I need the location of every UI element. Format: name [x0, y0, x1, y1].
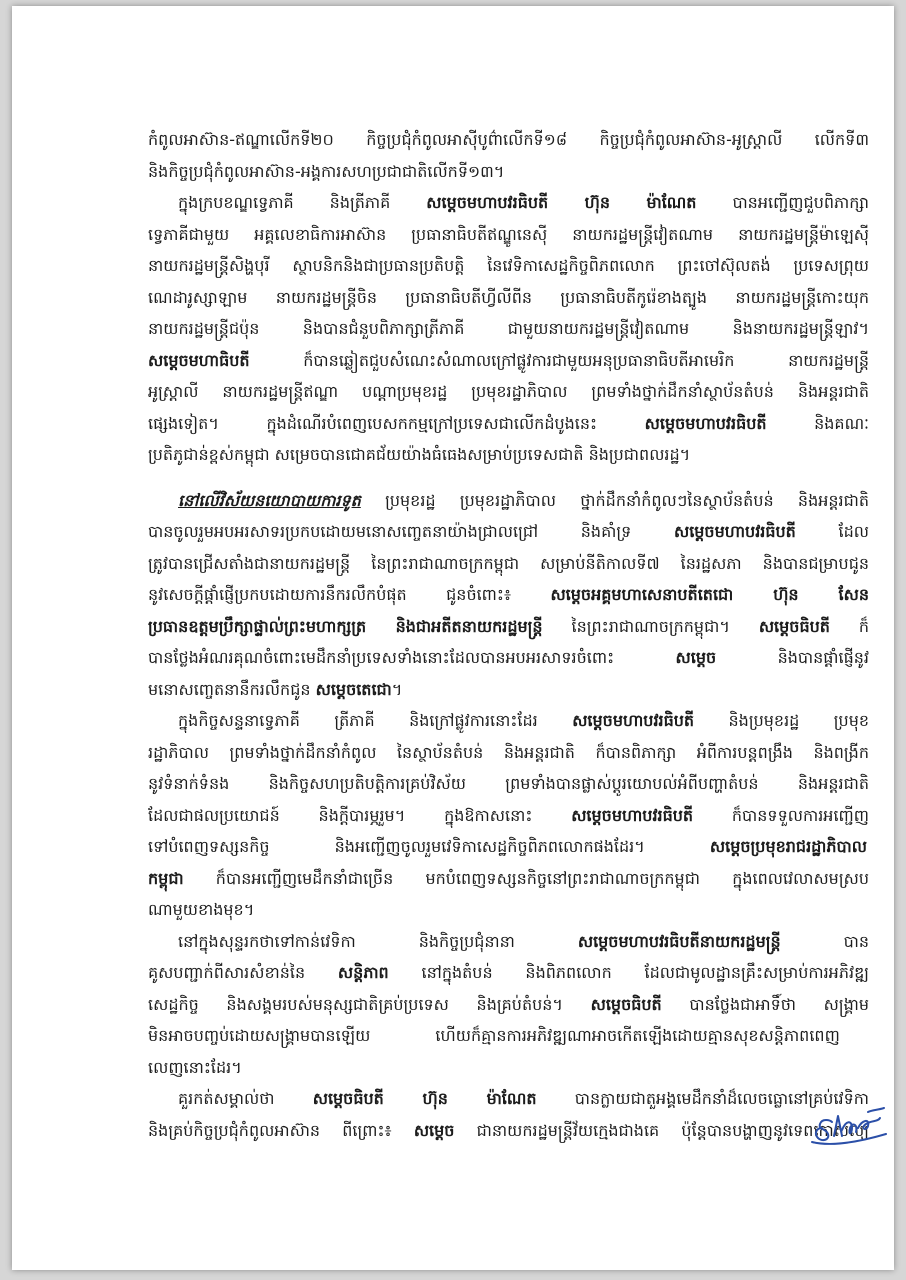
bold-text-run: សន្តិភាព — [337, 963, 389, 982]
paragraph — [148, 926, 870, 1084]
text-run: នៅក្នុងតំបន់ និងពិភពលោក ដែលជាមូលដ្ឋានគ្រឹះសម្រាប់ការអភិវឌ្ឍ — [388, 963, 869, 982]
text-run: ផ្សេងទៀត។ ក្នុងដំណើរបំពេញបេសកកម្មក្រៅប្រទេសជាលើកដំបូងនេះ — [148, 413, 645, 433]
text-run: បានថ្លែងអំណរគុណចំពោះមេដឹកនាំប្រទេសទាំងនោះដែលបានអបអរសាទរចំពោះ — [148, 648, 676, 667]
bold-text-run: កម្ពុជា — [148, 868, 184, 888]
text-line-content — [148, 579, 869, 611]
body-text — [148, 124, 870, 1146]
text-run: នាយករដ្ឋមន្ត្រីសិង្ហបុរី ស្ថាបនិកនិងជាប្រធានប្រតិបត្តិ នៃវេទិកាសេដ្ឋកិច្ចពិភពលោក ព្រះចៅស៊ុលតង់ ប្រទេសព្រុយ — [148, 256, 869, 275]
text-line — [178, 187, 870, 219]
text-line — [148, 156, 870, 188]
text-line-content — [148, 737, 869, 769]
text-line-content — [148, 768, 869, 800]
text-line — [148, 250, 870, 282]
text-line-content — [148, 611, 869, 643]
text-run: និងគណៈ — [766, 413, 869, 433]
bold-text-run: ប្រធានឧត្តមប្រឹក្សាផ្ទាល់ព្រះមហាក្សត្រ និងជាអតីតនាយករដ្ឋមន្ត្រី — [148, 616, 543, 636]
bold-text-run: សម្តេចមហាធិបតី — [148, 350, 250, 370]
text-line — [148, 439, 870, 471]
text-line-content — [148, 156, 504, 188]
text-line-content — [148, 863, 869, 895]
text-line-content — [148, 516, 869, 548]
bold-text-run: សម្តេចមហាបវរធិបតី — [644, 413, 767, 433]
text-line — [148, 800, 870, 832]
bold-text-run: សម្តេច — [413, 1120, 455, 1140]
bold-text-run: សម្តេចធិបតី — [758, 616, 830, 636]
text-run: លេញនោះដែរ។ — [148, 1057, 242, 1077]
bold-text-run: សម្តេចតេជោ — [315, 679, 392, 699]
text-line — [148, 894, 870, 926]
text-line-content — [178, 485, 869, 517]
text-line-content — [178, 926, 869, 958]
text-line — [148, 737, 870, 769]
text-line-content — [148, 1052, 242, 1084]
text-run: ជានាយករដ្ឋមន្ត្រីវ័យក្មេងជាងគេ ប៉ុន្តែបានបង្ហាញនូវទេពកោសល្យ — [454, 1120, 869, 1140]
text-line-content — [148, 408, 869, 440]
text-run: អូស្ត្រាលី នាយករដ្ឋមន្ត្រីឥណ្ឌា បណ្តាប្រមុខរដ្ឋ ប្រមុខរដ្ឋាភិបាល ព្រមទាំងថ្នាក់ដឹកនាំស្ថាប័នតំបន់ និងអន្តរជាតិ — [148, 382, 869, 401]
text-line — [178, 926, 870, 958]
text-run: រដ្ឋាភិបាល ព្រមទាំងថ្នាក់ដឹកនាំកំពូល នៃស្ថាប័នតំបន់ និងអន្តរជាតិ ក៏បានពិភាក្សា អំពីការបន្តពង្រឹង និងពង្រីក — [148, 742, 869, 762]
text-run: និងប្រមុខរដ្ឋ ប្រមុខ — [694, 711, 870, 730]
text-line-content — [148, 282, 869, 314]
text-run: គូសបញ្ជាក់ពីសារសំខាន់នៃ — [148, 963, 338, 982]
text-line-content — [148, 439, 690, 471]
text-line — [148, 516, 870, 548]
text-run: ណាមួយខាងមុខ។ — [148, 900, 255, 919]
text-run: មនោសញ្ចេតនានឹករលឹកជូន — [148, 679, 316, 699]
text-line — [148, 611, 870, 643]
text-line — [148, 579, 870, 611]
text-line — [148, 282, 870, 314]
bold-text-run: សម្តេចអគ្គមហាសេនាបតីតេជោ ហ៊ុន សែន — [550, 585, 869, 604]
bold-text-run: សម្តេចមហាបវរធិបតី — [572, 711, 695, 730]
text-line-content — [148, 1115, 869, 1147]
text-line-content — [148, 124, 869, 156]
text-run: នៃព្រះរាជាណាចក្រកម្ពុជា។ — [542, 616, 759, 636]
text-line — [148, 376, 870, 408]
text-line — [148, 674, 870, 706]
text-run: ប្រតិភូជាន់ខ្ពស់កម្ពុជា សម្រេចបានជោគជ័យយ៉ាងធំធេងសម្រាប់ប្រទេសជាតិ និងប្រជាពលរដ្ឋ។ — [148, 445, 691, 464]
text-run: ទៅបំពេញទស្សនកិច្ច និងអញ្ជើញចូលរួមវេទិកាសេដ្ឋកិច្ចពិភពលោកផងដែរ។ — [148, 837, 710, 856]
text-run: ដែល — [795, 522, 869, 541]
text-line-content — [148, 376, 869, 408]
bold-text-run: សម្តេចមហាបវរធិបតី — [673, 522, 796, 541]
handwritten-signature — [808, 1098, 892, 1156]
text-run: នាយករដ្ឋមន្ត្រីជប៉ុន និងបានជំនួបពិភាក្សាត្រីភាគី ជាមួយនាយករដ្ឋមន្ត្រីវៀតណាម និងនាយករដ្ឋមន្ត្រីឡាវ។ — [148, 319, 869, 338]
text-line-content — [148, 313, 869, 345]
paragraph — [148, 705, 870, 926]
text-line-content — [148, 548, 869, 580]
text-run: កំពូលអាស៊ាន-ឥណ្ឌាលើកទី២០ កិច្ចប្រជុំកំពូលអាស៊ីបូព៌ាលើកទី១៨ កិច្ចប្រជុំកំពូលអាស៊ាន-អូស្ត្រាលី លើកទី៣ — [148, 130, 869, 149]
bold-text-run: សម្តេច — [675, 648, 717, 667]
paragraph — [148, 187, 870, 471]
text-run: ក៏ — [829, 616, 869, 636]
text-line — [178, 485, 870, 517]
text-run: ណេដារូស្សាឡាម នាយករដ្ឋមន្ត្រីចិន ប្រធានាធិបតីហ្វីលីពីន ប្រធានាធិបតីកូរ៉េខាងត្បូង នាយករដ្ឋមន្ត្រីកោះយុក — [148, 287, 869, 307]
text-run: មិនអាចបញ្ចប់ដោយសង្គ្រាមបានឡើយ ហើយក៏គ្មានការអភិវឌ្ឍណាអាចកើតឡើងដោយគ្មានសុខសន្តិភាពពេញ — [148, 1026, 840, 1045]
text-run: ទ្វេភាគីជាមួយ អគ្គលេខាធិការអាស៊ាន ប្រធានាធិបតីឥណ្ឌូនេស៊ី នាយករដ្ឋមន្ត្រីវៀតណាម នាយករដ្ឋមន្ត្រីម៉ាឡេស៊ី — [148, 224, 869, 244]
text-line — [148, 831, 870, 863]
text-line-content — [148, 250, 869, 282]
text-line — [148, 768, 870, 800]
text-run: ក៏បានទទួលការអញ្ជើញ — [693, 805, 869, 825]
text-line-content — [148, 219, 869, 251]
text-run: គួរកត់សម្គាល់ថា — [178, 1089, 313, 1108]
text-line — [148, 124, 870, 156]
text-line-content — [148, 1020, 840, 1052]
paragraph — [148, 1083, 870, 1146]
text-run: បានក្លាយជាតួអង្គមេដឹកនាំដ៏លេចធ្លោនៅគ្រប់វេទិកា — [536, 1089, 870, 1108]
text-line — [148, 345, 870, 377]
text-line — [148, 219, 870, 251]
text-line-content — [148, 989, 869, 1021]
text-run: នូវទំនាក់ទំនង និងកិច្ចសហប្រតិបត្តិការគ្រប់វិស័យ ព្រមទាំងបានផ្លាស់ប្តូរយោបល់អំពីបញ្ហាតំបន់ និងអន្តរជាតិ — [148, 774, 869, 793]
text-line-content — [148, 345, 869, 377]
text-line-content — [148, 674, 402, 706]
text-line — [148, 313, 870, 345]
text-run: នូវសេចក្តីផ្តាំផ្ញើប្រកបដោយការនឹករលឹកបំផុត ជូនចំពោះ៖ — [148, 585, 551, 604]
text-run: បាន — [780, 931, 869, 951]
text-run: ។ — [391, 679, 403, 699]
text-run: នៅក្នុងសុន្ទរកថាទៅកាន់វេទិកា និងកិច្ចប្រជុំនានា — [178, 931, 578, 951]
text-run: ក្នុងក្របខណ្ឌទ្វេភាគី និងត្រីភាគី — [178, 193, 427, 212]
text-run: បានថ្លែងជាអាទិ៍ថា សង្គ្រាម — [661, 994, 870, 1014]
text-line-content — [148, 831, 867, 863]
bold-text-run: សម្តេចមហាបវរធិបតីនាយករដ្ឋមន្ត្រី — [577, 931, 781, 951]
text-run: សេដ្ឋកិច្ច និងសង្គមរបស់មនុស្សជាតិគ្រប់ប្រទេស និងគ្រប់តំបន់។ — [148, 994, 591, 1014]
text-line — [178, 1083, 870, 1115]
text-line — [148, 408, 870, 440]
bold-text-run: សម្តេចធិបតី ហ៊ុន ម៉ាណែត — [312, 1089, 537, 1108]
text-line-content — [148, 894, 254, 926]
text-line — [148, 957, 870, 989]
text-line-content — [178, 1083, 869, 1115]
section-lead-run: នៅលើវិស័យនយោបាយការទូត — [178, 490, 361, 510]
text-line-content — [148, 800, 869, 832]
text-run: និងគ្រប់កិច្ចប្រជុំកំពូលអាស៊ាន ពីព្រោះ៖ — [148, 1120, 414, 1140]
document-page — [12, 6, 894, 1270]
text-line — [148, 1020, 870, 1052]
text-line-content — [148, 642, 869, 674]
bold-text-run: សម្តេចប្រមុខរាជរដ្ឋាភិបាល — [709, 837, 867, 856]
paragraph — [148, 485, 870, 706]
text-run: បានចូលរួមអបអរសាទរប្រកបដោយមនោសញ្ចេតនាយ៉ាងជ្រាលជ្រៅ និងគាំទ្រ — [148, 522, 674, 541]
text-run: បានអញ្ជើញជួបពិភាក្សា — [696, 193, 870, 212]
paragraph — [148, 124, 870, 187]
text-line-content — [178, 705, 869, 737]
text-run: ត្រូវបានជ្រើសតាំងជានាយករដ្ឋមន្ត្រី នៃព្រះរាជាណាចក្រកម្ពុជា សម្រាប់នីតិកាលទី៧ នៃរដ្ឋសភា និងបានជម្រាបជូន — [148, 553, 869, 573]
text-line — [148, 548, 870, 580]
text-run: និងបានផ្តាំផ្ញើនូវ — [716, 648, 869, 667]
text-line — [148, 989, 870, 1021]
text-line — [148, 642, 870, 674]
text-run: ដែលជាផលប្រយោជន៍ និងក្តីបារម្ភរួម។ ក្នុងឱកាសនោះ — [148, 805, 572, 825]
text-run: ប្រមុខរដ្ឋ ប្រមុខរដ្ឋាភិបាល ថ្នាក់ដឹកនាំកំពូលៗនៃស្ថាប័នតំបន់ និងអន្តរជាតិ — [360, 490, 869, 510]
text-line — [148, 1115, 870, 1147]
text-line-content — [178, 187, 869, 219]
bold-text-run: សម្តេចមហាបវរធិបតី ហ៊ុន ម៉ាណែត — [426, 193, 697, 212]
text-run: ក៏បានអញ្ជើញមេដឹកនាំជាច្រើន មកបំពេញទស្សនកិច្ចនៅព្រះរាជាណាចក្រកម្ពុជា ក្នុងពេលវេលាសមស្រប — [183, 868, 869, 888]
text-line — [148, 1052, 870, 1084]
text-run: និងកិច្ចប្រជុំកំពូលអាស៊ាន-អង្គការសហប្រជាជាតិលើកទី១៣។ — [148, 161, 505, 181]
text-line-content — [148, 957, 869, 989]
text-run: ក្នុងកិច្ចសន្ទនាទ្វេភាគី ត្រីភាគី និងក្រៅផ្លូវការនោះដែរ — [178, 711, 573, 730]
bold-text-run: សម្តេចធិបតី — [590, 994, 662, 1014]
text-line — [178, 705, 870, 737]
text-run: ក៏បានឆ្លៀតជួបសំណេះសំណាលក្រៅផ្លូវការជាមួយអនុប្រធានាធិបតីអាមេរិក នាយករដ្ឋមន្ត្រី — [249, 350, 869, 370]
text-line — [148, 863, 870, 895]
bold-text-run: សម្តេចមហាបវរធិបតី — [571, 805, 694, 825]
